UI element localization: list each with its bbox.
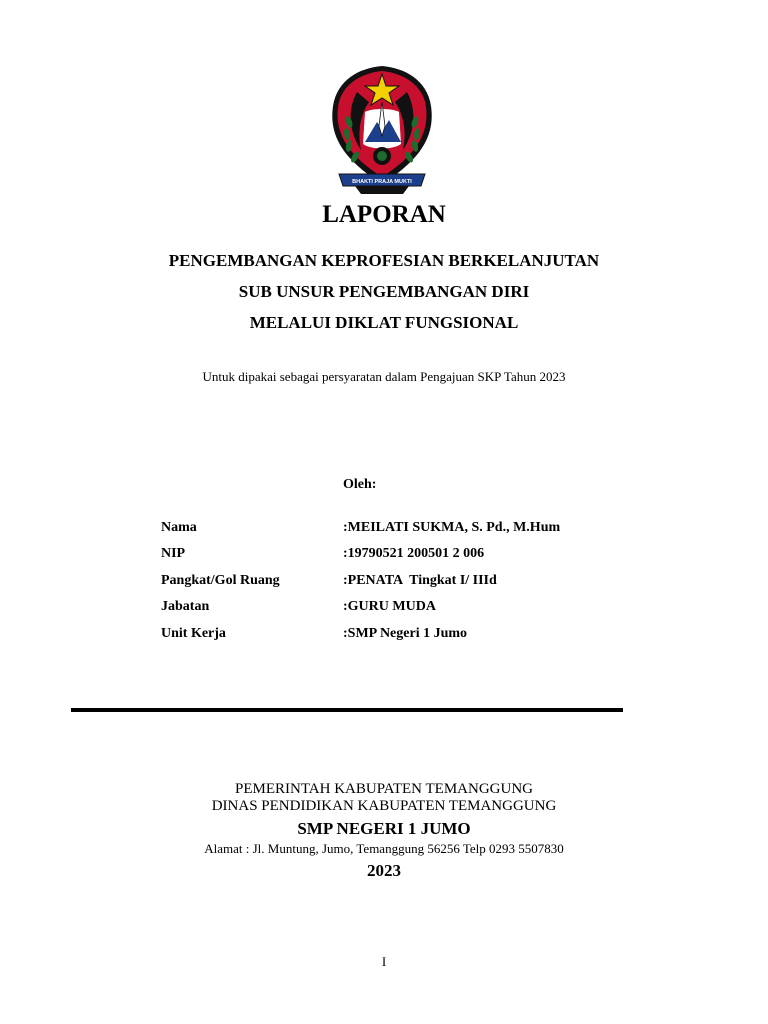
regency-emblem-icon <box>327 62 437 198</box>
identity-value: :PENATA Tingkat I/ IIId <box>343 573 497 588</box>
identity-label: Nama <box>161 520 197 535</box>
by-label: Oleh: <box>343 477 377 492</box>
school-name: SMP NEGERI 1 JUMO <box>297 819 471 838</box>
identity-row-name <box>161 517 641 539</box>
department-name: DINAS PENDIDIKAN KABUPATEN TEMANGGUNG <box>211 798 557 814</box>
identity-label: Pangkat/Gol Ruang <box>161 573 280 588</box>
identity-row-work-unit <box>161 623 641 645</box>
identity-label: Unit Kerja <box>161 626 226 641</box>
identity-value: :19790521 200501 2 006 <box>343 546 485 561</box>
section-divider <box>71 708 623 712</box>
school-address: Alamat : Jl. Muntung, Jumo, Temanggung 56256 Telp 0293 5507830 <box>204 841 564 856</box>
svg-text:BHAKTI PRAJA MUKTI: BHAKTI PRAJA MUKTI <box>352 179 412 185</box>
identity-value: :SMP Negeri 1 Jumo <box>343 626 468 641</box>
identity-row-position <box>161 596 641 618</box>
identity-row-rank <box>161 570 641 592</box>
purpose-statement: Untuk dipakai sebagai persyaratan dalam Pengajuan SKP Tahun 2023 <box>202 369 566 384</box>
government-name: PEMERINTAH KABUPATEN TEMANGGUNG <box>235 781 533 797</box>
subtitle-line-2: SUB UNSUR PENGEMBANGAN DIRI <box>238 282 530 301</box>
document-year: 2023 <box>367 861 401 880</box>
identity-value: :GURU MUDA <box>343 599 436 614</box>
identity-label: Jabatan <box>161 599 210 614</box>
identity-label: NIP <box>161 546 186 561</box>
identity-row-nip <box>161 543 641 565</box>
subtitle-line-1: PENGEMBANGAN KEPROFESIAN BERKELANJUTAN <box>168 251 600 270</box>
identity-value: :MEILATI SUKMA, S. Pd., M.Hum <box>343 520 561 535</box>
subtitle-line-3: MELALUI DIKLAT FUNGSIONAL <box>249 313 519 332</box>
page-number: I <box>381 954 387 969</box>
document-title: LAPORAN <box>322 201 446 228</box>
